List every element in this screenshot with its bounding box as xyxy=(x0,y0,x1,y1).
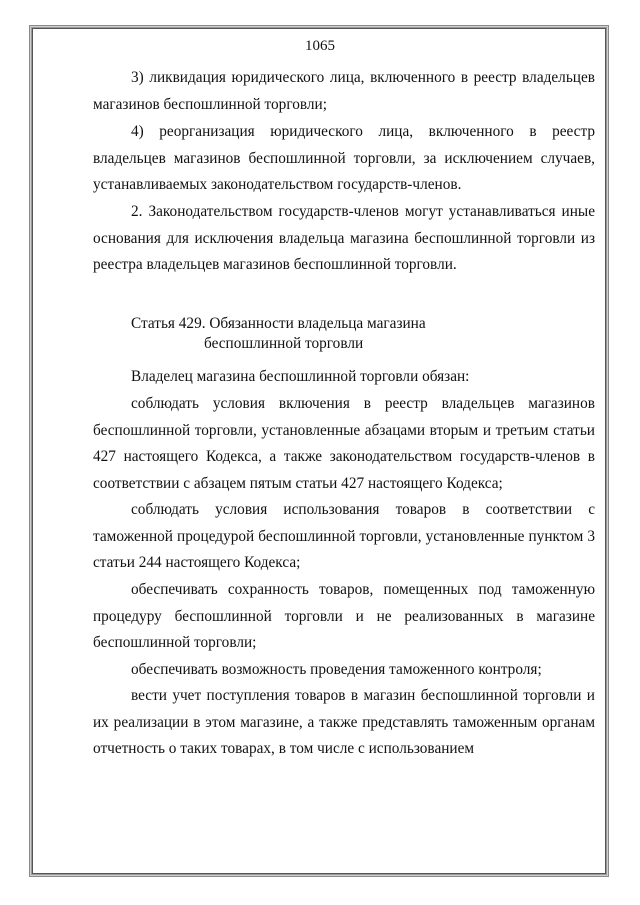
page-number: 1065 xyxy=(305,38,335,54)
paragraph-obligation-goods-safety: обеспечивать сохранность товаров, помещенных под таможенную процедуру беспошлинной торговли и не реализованных в магазине беспошлинной торговли; xyxy=(93,581,595,652)
paragraph-item-4-reorganization: 4) реорганизация юридического лица, включенного в реестр владельцев магазинов беспошлинной торговли, за исключением случаев, устанавливаемых законодательством государств-членов. xyxy=(93,123,595,194)
paragraph-obligation-customs-control: обеспечивать возможность проведения таможенного контроля; xyxy=(131,661,542,678)
paragraph-owner-obliged: Владелец магазина беспошлинной торговли обязан: xyxy=(131,368,470,385)
paragraph-obligation-accounting: вести учет поступления товаров в магазин беспошлинной торговли и их реализации в этом магазине, а также представлять таможенным органам отчетность о таких товарах, в том числе с использованием xyxy=(93,687,595,758)
paragraph-item-3-liquidation: 3) ликвидация юридического лица, включенного в реестр владельцев магазинов беспошлинной торговли; xyxy=(93,69,595,113)
article-title-line-1: Статья 429. Обязанности владельца магазина xyxy=(131,315,426,332)
paragraph-obligation-registry-conditions: соблюдать условия включения в реестр владельцев магазинов беспошлинной торговли, установленные абзацами вторым и третьим статьи 427 настоящего Кодекса, а также законодательством государств-членов в соответствии с абзацем пятым статьи 427 настоящего Кодекса; xyxy=(93,395,595,492)
paragraph-point-2: 2. Законодательством государств-членов могут устанавливаться иные основания для исключения владельца магазина беспошлинной торговли из реестра владельцев магазинов беспошлинной торговли. xyxy=(93,203,595,274)
article-title-line-2: беспошлинной торговли xyxy=(204,335,364,352)
paragraph-obligation-goods-usage: соблюдать условия использования товаров в соответствии с таможенной процедурой беспошлинной торговли, установленные пунктом 3 статьи 244 настоящего Кодекса; xyxy=(93,501,595,572)
article-heading xyxy=(131,314,426,354)
